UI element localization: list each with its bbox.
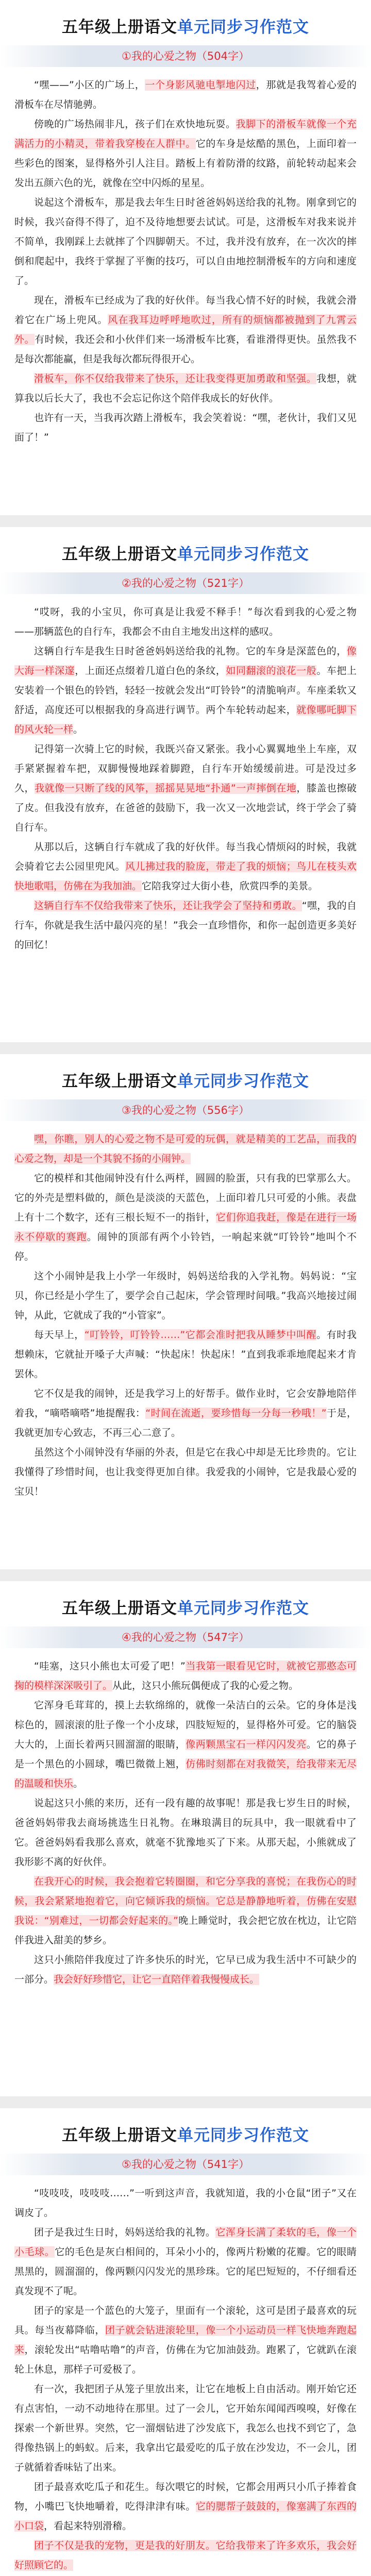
highlighted-phrase: 它浑身长满了柔软的毛，像一个小毛球。 <box>14 2227 357 2258</box>
text-segment: ，看起来特别滑稽。 <box>44 2520 132 2532</box>
title-series-label: 单元同步习作范文 <box>177 545 309 564</box>
text-segment: 从那以后，这辆自行车就成了我的好伙伴。每当我心情烦闷的时候，我就会骑着它去公园里兜风。 <box>14 841 357 872</box>
highlighted-phrase: 我就像一只断了线的风筝，摇摇晃晃地“扑通”一声摔倒在地 <box>35 783 297 794</box>
highlighted-phrase: 它的腮帮子鼓鼓的，像塞满了东西的小口袋 <box>14 2501 357 2532</box>
title-series-label: 单元同步习作范文 <box>177 1599 309 1618</box>
text-segment: 这个小闹钟是我上小学一年级时，妈妈送给我的入学礼物。妈妈说：“宝贝，你已经是小学生了，要学会自己起床，学会管理时间哦。”我高兴地接过闹钟，从此，它就成了我的“小管家”。 <box>14 1270 357 1321</box>
paragraph <box>14 1443 357 1501</box>
text-segment: 有一次，我把团子从笼子里放出来，让它在地板上自由活动。刚开始它还有点害怕，一动不动地待在那里。过了一会儿，它开始东闻闻西嗅嗅，好像在探索一个新世界。突然，它一溜烟钻进了沙发底下，我怎么也找不到它了，急得像热锅上的蚂蚁。后来，我拿出它最爱吃的瓜子放在沙发边，不一会儿，团子就循着香味钻了出来。 <box>14 2383 357 2473</box>
text-segment: “吱吱吱，吱吱吱……”一听到这声音，我就知道，我的小仓鼠“团子”又在调皮了。 <box>14 2188 357 2218</box>
essay-subtitle: ③我的心爱之物（556字） <box>122 1104 249 1116</box>
highlighted-phrase: 风在我耳边呼呼地吹过，所有的烦恼都被抛到了九霄云外。 <box>14 314 357 345</box>
paragraph <box>14 1266 357 1325</box>
paragraph <box>14 1950 357 1989</box>
paragraph <box>14 2183 357 2223</box>
title-grade-label: 五年级上册语文 <box>62 1599 177 1618</box>
essay-body <box>14 75 357 447</box>
title-series-label: 单元同步习作范文 <box>177 18 309 37</box>
highlighted-phrase: 像两颗黑宝石一样闪闪发亮 <box>185 1739 307 1750</box>
paragraph <box>14 1656 357 1696</box>
highlighted-phrase: 我脚下的滑板车就像一个充满活力的小精灵，带着我穿梭在人群中。 <box>14 118 357 149</box>
paragraph <box>14 1129 357 1168</box>
highlighted-phrase: 在我开心的时候，我会抱着它转圈圈，和它分享我的喜悦；在我伤心的时候，我会紧紧地抱着它，向它倾诉我的烦恼。它总是静静地听着，仿佛在安慰我说：“别难过，一切都会好起来的。” <box>14 1876 357 1926</box>
paragraph <box>14 1793 357 1872</box>
paragraph <box>14 2536 357 2575</box>
paragraph <box>14 837 357 896</box>
essay-section <box>0 0 371 515</box>
section-title <box>14 15 357 39</box>
text-segment: “哇塞，这只小熊也太可爱了吧！” <box>34 1660 185 1672</box>
essay-subtitle: ⑤我的心爱之物（541字） <box>122 2158 249 2171</box>
text-segment: 它不仅是我的闹钟，还是我学习上的好帮手。做作业时，它会安静地陪伴着我，“嘀嗒嘀嗒”地提醒我： <box>14 1388 357 1419</box>
paragraph <box>14 2379 357 2477</box>
highlighted-phrase: 像大海一样深邃 <box>14 646 357 676</box>
text-segment: 团子的家是一个蓝色的大笼子，里面有一个滚轮，这可是团子最喜欢的玩具。每当夜幕降临， <box>14 2305 357 2336</box>
subtitle-band <box>0 572 371 594</box>
section-title <box>14 543 357 566</box>
essay-section <box>0 1054 371 1569</box>
title-series-label: 单元同步习作范文 <box>177 2126 309 2145</box>
paragraph <box>14 896 357 955</box>
title-grade-label: 五年级上册语文 <box>62 18 177 37</box>
paragraph <box>14 1872 357 1950</box>
highlighted-phrase: “叮铃铃，叮铃铃……”它都会准时把我从睡梦中叫醒 <box>84 1329 317 1341</box>
highlighted-phrase: 当我第一眼看见它时，就被它那憨态可掬的模样深深吸引了。 <box>14 1660 357 1691</box>
text-segment: 记得第一次骑上它的时候，我既兴奋又紧张。我小心翼翼地坐上车座，双手紧紧握着车把，双脚慢慢地踩着脚蹬，自行车开始缓缓前进。可是没过多久， <box>14 743 357 794</box>
essay-body <box>14 1129 357 1501</box>
essay-subtitle: ④我的心爱之物（547字） <box>122 1631 249 1643</box>
essay-subtitle: ②我的心爱之物（521字） <box>122 577 249 589</box>
highlighted-phrase: 滑板车，你不仅给我带来了快乐，还让我变得更加勇敢和坚强。 <box>34 373 317 384</box>
highlighted-phrase: 仿佛时刻都在对我微笑，给我带来无尽的温暖和快乐 <box>14 1758 357 1789</box>
text-segment: 也许有一天，当我再次踏上滑板车，我会笑着说：“嘿，老伙计，我们又见面了！” <box>14 412 357 443</box>
highlighted-phrase: “时间在流逝，要珍惜每一分每一秒哦！” <box>145 1408 327 1419</box>
essay-body <box>14 1656 357 1989</box>
highlighted-phrase: 我会好好珍惜它，让它一直陪伴着我慢慢成长。 <box>54 1974 260 1985</box>
text-segment: 说起这个滑板车，那是我去年生日时爸爸妈妈送给我的礼物。刚拿到它的时候，我兴奋得不得了，迫不及待地想要去试试。可是，这滑板车对我来说并不简单，我刚踩上去就摔了个四脚朝天。不过，我并没有放弃，在一次次的摔倒和爬起中，我终于掌握了平衡的技巧，可以自由地控制滑板车的方向和速度了。 <box>14 197 357 286</box>
text-segment: 说起这只小熊的来历，还有一段有趣的故事呢！那是我七岁生日的时候，爸爸妈妈带我去商场挑选生日礼物。在琳琅满目的玩具中，我一眼就看中了它。爸爸妈妈看我那么喜欢，就毫不犹豫地买了下来。从那天起，小熊就成了我形影不离的好伙伴。 <box>14 1798 357 1868</box>
title-grade-label: 五年级上册语文 <box>62 545 177 564</box>
subtitle-band <box>0 1099 371 1121</box>
essay-section <box>0 2108 371 2576</box>
highlighted-phrase: 它们你追我赶，像是在进行一场永不停歇的赛跑 <box>14 1212 357 1243</box>
section-title <box>14 2124 357 2147</box>
paragraph <box>14 369 357 408</box>
subtitle-band <box>0 1626 371 1648</box>
paragraph <box>14 602 357 641</box>
text-segment: 。它的鼻子是一个黑色的小圆球，嘴巴微微上翘， <box>14 1739 357 1770</box>
text-segment: “哎呀，我的小宝贝，你可真是让我爱不释手！”每次看到我的心爱之物——那辆蓝色的自行车，我都会不由自主地发出这样的感叹。 <box>14 606 357 637</box>
section-title <box>14 1597 357 1620</box>
title-series-label: 单元同步习作范文 <box>177 1072 309 1091</box>
paragraph <box>14 1325 357 1384</box>
subtitle-band <box>0 2154 371 2175</box>
text-segment: ，那就是我驾着心爱的滑板车在尽情驰骋。 <box>14 79 357 110</box>
highlighted-phrase: 风儿拂过我的脸庞，带走了我的烦恼；鸟儿在枝头欢快地歌唱，仿佛在为我加油。 <box>14 861 357 892</box>
text-segment: 。车把上安装着一个银色的铃铛，轻轻一按就会发出“叮铃铃”的清脆响声。车座柔软又舒适，高度还可以根据我的身高进行调节。两个车轮转动起来， <box>14 665 357 716</box>
text-segment: 它浑身毛茸茸的，摸上去软绵绵的，就像一朵洁白的云朵。它的身体是浅棕色的，圆滚滚的肚子像一个小皮球，四肢短短的，显得格外可爱。它的脑袋大大的，上面长着两只圆溜溜的眼睛， <box>14 1700 357 1750</box>
paragraph <box>14 641 357 739</box>
paragraph <box>14 739 357 837</box>
text-segment: 有时候，我还会和小伙伴们来一场滑板车比赛，看谁滑得更快。虽然我不是每次都能赢，但是我每次都玩得很开心。 <box>14 334 357 365</box>
text-segment: 团子最喜欢吃瓜子和花生。每次喂它的时候，它都会用两只小爪子捧着食物，小嘴巴飞快地嚼着，吃得津津有味。 <box>14 2481 357 2512</box>
text-segment: 。 <box>73 724 83 735</box>
text-segment: ，上面还点缀着几道白色的条纹， <box>75 665 226 676</box>
text-segment: 。闹钟的顶部有两个小铃铛，一响起来就“叮铃铃”地叫个不停。 <box>14 1231 357 1262</box>
highlighted-phrase: 这辆自行车不仅给我带来了快乐，还让我学会了坚持和勇敢。 <box>34 900 302 911</box>
text-segment: ，膝盖也擦破了皮。但我没有放弃，在爸爸的鼓励下，我一次又一次地尝试，终于学会了骑自行车。 <box>14 783 357 833</box>
essay-body <box>14 2183 357 2575</box>
text-segment: 它的模样和其他闹钟没有什么两样，圆圆的脸蛋，只有我的巴掌那么大。它的外壳是塑料做的，颜色是淡淡的天蓝色，上面印着几只可爱的小熊。表盘上有十二个数字，还有三根长短不一的指针， <box>14 1173 357 1223</box>
text-segment: 于是，我就更加专心致志，不再三心二意了。 <box>14 1408 357 1438</box>
text-segment: 傍晚的广场热闹非凡，孩子们在欢快地玩耍。 <box>34 118 236 130</box>
text-segment: 从此，这只小熊玩偶便成了我的心爱之物。 <box>112 1680 299 1691</box>
essay-subtitle: ①我的心爱之物（504字） <box>122 50 249 62</box>
highlighted-phrase: 一个身影风驰电掣地闪过 <box>145 79 256 91</box>
text-segment: 。 <box>73 1778 83 1789</box>
essay-body <box>14 602 357 955</box>
paragraph <box>14 291 357 369</box>
text-segment: “嘿，我的自行车，你就是我生活中最闪亮的星！”我会一直珍惜你，和你一起创造更多美好的回忆！ <box>14 900 357 951</box>
paragraph <box>14 1384 357 1443</box>
text-segment: 虽然这个小闹钟没有华丽的外表，但是它在我心中却是无比珍贵的。它让我懂得了珍惜时间，也让我变得更加自律。我爱我的小闹钟，它是我最心爱的宝贝！ <box>14 1447 357 1497</box>
highlighted-phrase: 就像哪吒脚下的风火轮一样 <box>14 704 357 735</box>
paragraph <box>14 114 357 193</box>
text-segment: 它陪我穿过大街小巷，欣赏四季的美景。 <box>142 880 318 892</box>
paragraph <box>14 1168 357 1266</box>
essay-section <box>0 1581 371 2096</box>
paragraph <box>14 2301 357 2379</box>
title-grade-label: 五年级上册语文 <box>62 2126 177 2145</box>
section-title <box>14 1070 357 1093</box>
text-segment: 现在，滑板车已经成为了我的好伙伴。每当我心情不好的时候，我就会滑着它在广场上兜风。 <box>14 295 357 326</box>
text-segment: 。有时我想赖床，它就扯开嗓子大声喊：“快起床！快起床！”直到我乖乖地爬起来才肯罢休。 <box>14 1329 357 1380</box>
text-segment: 团子是我过生日时，妈妈送给我的礼物。 <box>34 2227 216 2238</box>
text-segment: 这辆自行车是我生日时爸爸妈妈送给我的礼物。它的车身是深蓝色的， <box>34 646 347 657</box>
text-segment: 我想，就算我以后长大了，我也不会忘记你这个陪伴我成长的好伙伴。 <box>14 373 357 404</box>
text-segment: 晚上睡觉时，我会把它放在枕边，让它陪伴我进入甜美的梦乡。 <box>14 1915 357 1946</box>
paragraph <box>14 1696 357 1793</box>
paragraph <box>14 75 357 114</box>
title-grade-label: 五年级上册语文 <box>62 1072 177 1091</box>
highlighted-phrase: 嘿，你瞧，别人的心爱之物不是可爱的玩偶，就是精美的工艺品，而我的心爱之物，却是一个其貌不扬的小闹钟。 <box>14 1133 357 1164</box>
paragraph <box>14 2223 357 2301</box>
paragraph <box>14 193 357 291</box>
text-segment: 每天早上， <box>34 1329 85 1341</box>
highlighted-phrase: 团子就会钻进滚轮里，像一个小运动员一样飞快地奔跑起来 <box>14 2325 357 2355</box>
highlighted-phrase: 如同翻滚的浪花一般 <box>226 665 317 676</box>
essay-section <box>0 527 371 1042</box>
subtitle-band <box>0 45 371 67</box>
text-segment: ，滚轮发出“咕噜咕噜”的声音，仿佛在为它加油鼓劲。跑累了，它就趴在滚轮上休息，那样子可爱极了。 <box>14 2344 357 2375</box>
text-segment: 它的毛色是灰白相间的，耳朵小小的，像两片粉嫩的花瓣。它的眼睛黑黑的，圆溜溜的，像两颗闪闪发光的黑珍珠。它的尾巴短短的，不仔细看还真发现不了呢。 <box>14 2246 357 2297</box>
text-segment: 它的车身是炫酷的黑色，上面印着一些彩色的图案，显得格外引人注目。踏板上有着防滑的纹路，前轮转动起来会发出五颜六色的光，就像在空中闪烁的星星。 <box>14 138 357 189</box>
paragraph <box>14 2477 357 2536</box>
text-segment: “嘿——”小区的广场上， <box>34 79 145 91</box>
paragraph <box>14 408 357 447</box>
text-segment: 这只小熊陪伴我度过了许多快乐的时光，它早已成为我生活中不可缺少的一部分。 <box>14 1954 357 1985</box>
highlighted-phrase: 团子不仅是我的宠物，更是我的好朋友。它给我带来了许多欢乐，我会好好照顾它的。 <box>14 2540 357 2571</box>
